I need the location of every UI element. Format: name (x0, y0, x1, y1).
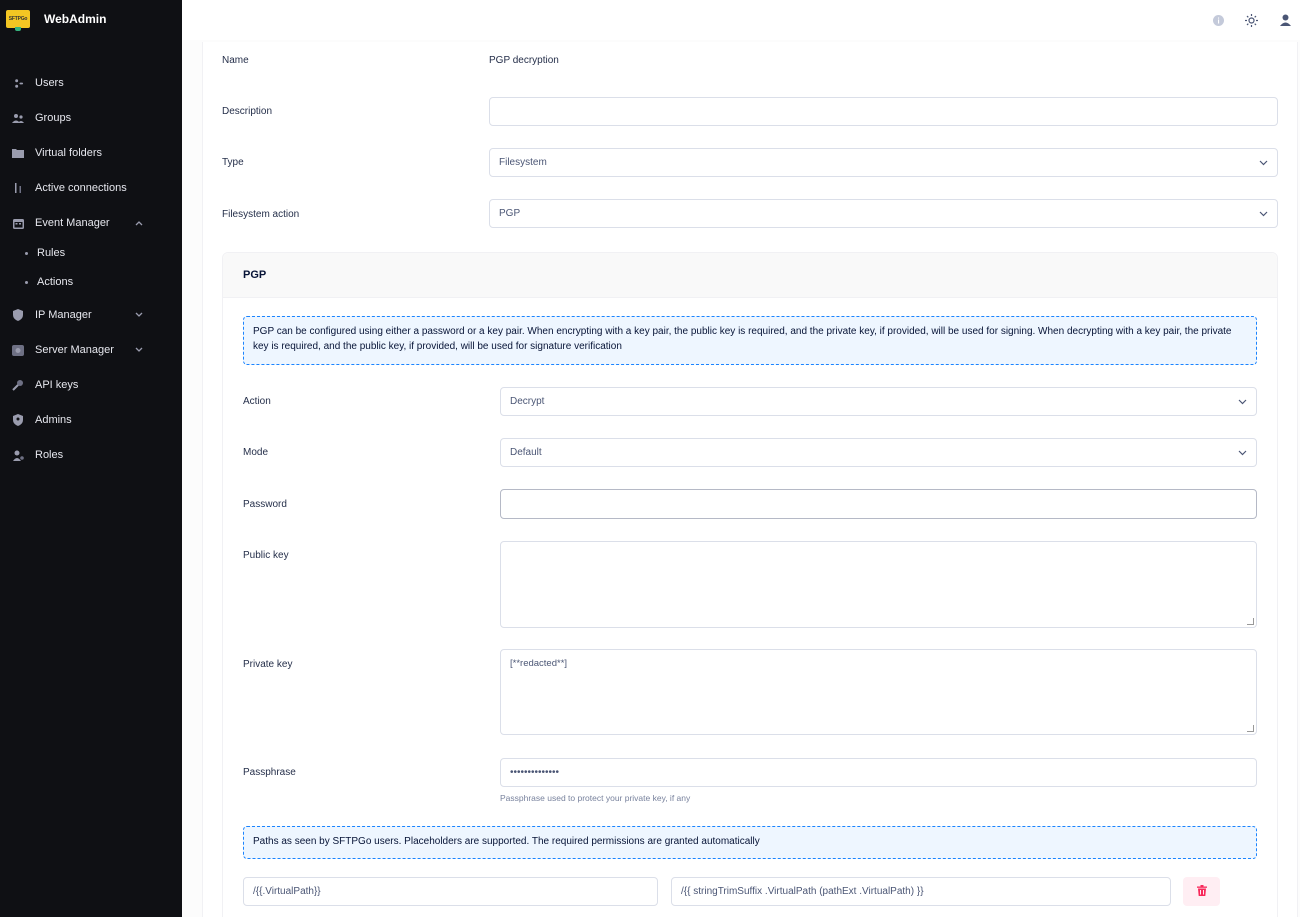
users-icon (12, 77, 24, 89)
bullet-icon (25, 281, 28, 284)
sidebar-item-label: Active connections (35, 182, 127, 194)
sidebar-item-users[interactable] (0, 73, 182, 93)
brand[interactable] (6, 10, 106, 28)
sftpgo-logo: SFTPGo (6, 10, 30, 28)
roles-icon (12, 449, 24, 461)
path-target-input[interactable]: /{{ stringTrimSuffix .VirtualPath (pathExt .VirtualPath) }} (671, 877, 1171, 906)
sidebar-item-roles[interactable] (0, 445, 182, 465)
pgp-public-key-textarea[interactable] (500, 541, 1257, 628)
chevron-down-icon (135, 310, 143, 320)
pgp-action-label: Action (243, 396, 271, 407)
delete-path-button[interactable] (1183, 877, 1220, 906)
top-header (182, 0, 1300, 40)
pgp-password-label: Password (243, 499, 287, 510)
sidebar-item-label: API keys (35, 379, 79, 391)
sidebar-item-api-keys[interactable] (0, 375, 182, 395)
pgp-action-select-value: Decrypt (510, 396, 545, 407)
path-source-input[interactable]: /{{.VirtualPath}} (243, 877, 658, 906)
brand-name: WebAdmin (44, 12, 107, 26)
description-label: Description (222, 106, 273, 117)
sidebar-item-label: Admins (35, 414, 72, 426)
pgp-panel-title: PGP (243, 269, 267, 281)
sidebar-item-actions[interactable] (0, 272, 182, 292)
pgp-private-key-textarea[interactable] (500, 649, 1257, 735)
bullet-icon (25, 252, 28, 255)
server-icon (12, 344, 24, 356)
pgp-mode-select[interactable] (500, 438, 1257, 467)
name-value: PGP decryption (489, 55, 559, 66)
sidebar-item-ip-manager[interactable] (0, 305, 182, 325)
shield-icon (12, 309, 24, 321)
chevron-down-icon (1238, 397, 1247, 408)
pgp-passphrase-input[interactable]: •••••••••••••• (500, 758, 1257, 787)
chevron-down-icon (1238, 448, 1247, 459)
chevron-down-icon (1259, 158, 1268, 169)
fs-action-select-value: PGP (499, 208, 521, 219)
chevron-down-icon (135, 345, 143, 355)
fs-action-label: Filesystem action (222, 209, 300, 220)
type-label: Type (222, 157, 244, 168)
sidebar-item-label: Roles (35, 449, 64, 461)
theme-sun-icon[interactable] (1244, 13, 1258, 27)
sidebar-item-active-connections[interactable] (0, 178, 182, 198)
info-icon[interactable] (1211, 13, 1225, 27)
resize-handle-icon[interactable] (1247, 618, 1254, 625)
sidebar-item-label: Actions (37, 276, 74, 288)
pgp-passphrase-label: Passphrase (243, 767, 296, 778)
connections-icon (12, 182, 24, 194)
sidebar-item-label: IP Manager (35, 309, 92, 321)
sidebar-item-label: Event Manager (35, 217, 110, 229)
pgp-private-key-value: [**redacted**] (510, 658, 568, 669)
type-select-value: Filesystem (499, 157, 547, 168)
sidebar-item-server-manager[interactable] (0, 340, 182, 360)
sidebar-item-label: Virtual folders (35, 147, 103, 159)
admin-shield-icon (12, 414, 24, 426)
sidebar-item-virtual-folders[interactable] (0, 143, 182, 163)
pgp-mode-label: Mode (243, 447, 269, 458)
pgp-panel-header (223, 253, 1277, 298)
pgp-public-key-label: Public key (243, 550, 289, 561)
pgp-action-select[interactable] (500, 387, 1257, 416)
resize-handle-icon[interactable] (1247, 725, 1254, 732)
pgp-password-input[interactable] (500, 489, 1257, 519)
groups-icon (12, 112, 24, 124)
fs-action-select[interactable] (489, 199, 1278, 228)
key-icon (12, 379, 24, 391)
pgp-passphrase-hint: Passphrase used to protect your private key, if any (500, 793, 691, 803)
pgp-mode-select-value: Default (510, 447, 542, 458)
sidebar-item-rules[interactable] (0, 243, 182, 263)
sidebar-item-event-manager[interactable] (0, 213, 182, 233)
sidebar-item-admins[interactable] (0, 410, 182, 430)
sidebar-item-label: Rules (37, 247, 66, 259)
pgp-private-key-label: Private key (243, 659, 293, 670)
type-select[interactable] (489, 148, 1278, 177)
pgp-info-notice: PGP can be configured using either a password or a key pair. When encrypting with a key pair, the public key is required, and the private key, if provided, will be used for signing. When decrypting with a key pair, the private key is required, and the public key, if provided, will be used for signature verification (243, 316, 1257, 365)
chevron-up-icon (135, 218, 143, 228)
sidebar-item-label: Server Manager (35, 344, 114, 356)
sidebar-item-label: Groups (35, 112, 72, 124)
calendar-icon (12, 217, 24, 229)
folder-icon (12, 147, 24, 159)
sidebar-item-label: Users (35, 77, 64, 89)
paths-info-notice: Paths as seen by SFTPGo users. Placeholders are supported. The required permissions are granted automatically (243, 826, 1257, 859)
name-label: Name (222, 55, 249, 66)
user-icon[interactable] (1278, 13, 1292, 27)
chevron-down-icon (1259, 209, 1268, 220)
trash-icon (1197, 885, 1207, 899)
sidebar-item-groups[interactable] (0, 108, 182, 128)
sidebar (0, 0, 182, 917)
description-input[interactable] (489, 97, 1278, 126)
